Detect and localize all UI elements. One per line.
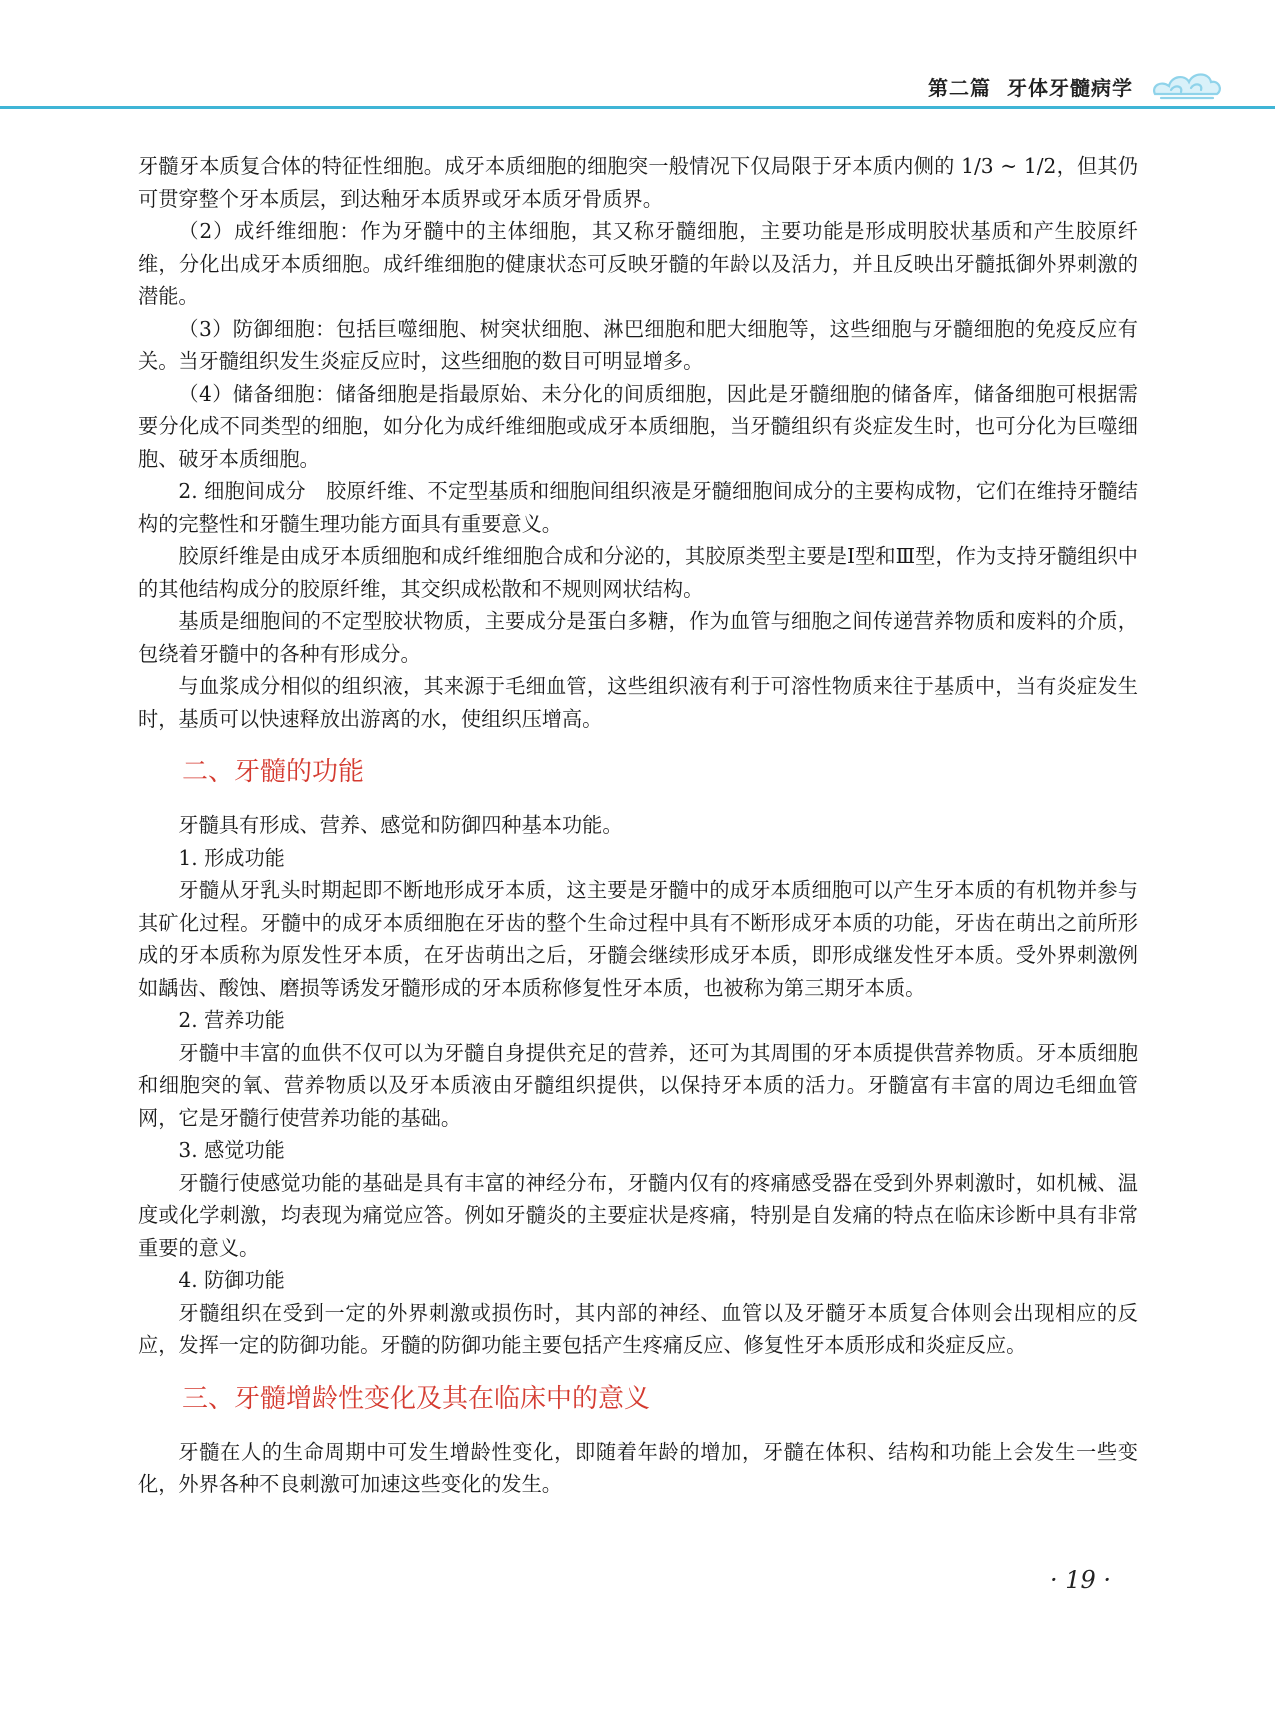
subheading: 3. 感觉功能 xyxy=(178,1138,285,1162)
header-rule xyxy=(0,106,1275,109)
paragraph: 牙髓具有形成、营养、感觉和防御四种基本功能。 xyxy=(178,813,623,837)
paragraph: 基质是细胞间的不定型胶状物质，主要成分是蛋白多糖，作为血管与细胞之间传递营养物质和废料的介质，包绕着牙髓中的各种有形成分。 xyxy=(138,609,1138,666)
paragraph: （2）成纤维细胞：作为牙髓中的主体细胞，其又称牙髓细胞，主要功能是形成明胶状基质和产生胶原纤维，分化出成牙本质细胞。成纤维细胞的健康状态可反映牙髓的年龄以及活力，并且反映出牙髓抵御外界刺激的潜能。 xyxy=(138,219,1138,308)
paragraph: 与血浆成分相似的组织液，其来源于毛细血管，这些组织液有利于可溶性物质来往于基质中，当有炎症发生时，基质可以快速释放出游离的水，使组织压增高。 xyxy=(138,674,1138,731)
header-book-title: 牙体牙髓病学 xyxy=(1007,76,1133,100)
subheading: 2. 营养功能 xyxy=(178,1008,285,1032)
paragraph: 牙髓行使感觉功能的基础是具有丰富的神经分布，牙髓内仅有的疼痛感受器在受到外界刺激时，如机械、温度或化学刺激，均表现为痛觉应答。例如牙髓炎的主要症状是疼痛，特别是自发痛的特点在临床诊断中具有非常重要的意义。 xyxy=(138,1170,1138,1260)
paragraph: 牙髓从牙乳头时期起即不断地形成牙本质，这主要是牙髓中的成牙本质细胞可以产生牙本质的有机物并参与其矿化过程。牙髓中的成牙本质细胞在牙齿的整个生命过程中具有不断形成牙本质的功能，牙齿在萌出之前所形成的牙本质称为原发性牙本质，在牙齿萌出之后，牙髓会继续形成牙本质，即形成继发性牙本质。受外界刺激例如龋齿、酸蚀、磨损等诱发牙髓形成的牙本质称修复性牙本质，也被称为第三期牙本质。 xyxy=(138,878,1138,1000)
page-number: · 19 · xyxy=(1049,1566,1111,1594)
header-title xyxy=(928,72,1133,101)
paragraph: 牙髓在人的生命周期中可发生增龄性变化，即随着年龄的增加，牙髓在体积、结构和功能上会发生一些变化，外界各种不良刺激可加速这些变化的发生。 xyxy=(138,1439,1138,1496)
paragraph: （4）储备细胞：储备细胞是指最原始、未分化的间质细胞，因此是牙髓细胞的储备库，储备细胞可根据需要分化成不同类型的细胞，如分化为成纤维细胞或成牙本质细胞，当牙髓组织有炎症发生时，也可分化为巨噬细胞、破牙本质细胞。 xyxy=(138,381,1138,471)
paragraph: （3）防御细胞：包括巨噬细胞、树突状细胞、淋巴细胞和肥大细胞等，这些细胞与牙髓细胞的免疫反应有关。当牙髓组织发生炎症反应时，这些细胞的数目可明显增多。 xyxy=(138,316,1138,373)
running-header xyxy=(0,0,1275,112)
section-heading: 二、牙髓的功能 xyxy=(182,757,365,787)
page-body xyxy=(138,150,1138,1501)
paragraph: 牙髓中丰富的血供不仅可以为牙髓自身提供充足的营养，还可为其周围的牙本质提供营养物质。牙本质细胞和细胞突的氧、营养物质以及牙本质液由牙髓组织提供，以保持牙本质的活力。牙髓富有丰富的周边毛细血管网，它是牙髓行使营养功能的基础。 xyxy=(138,1040,1138,1130)
section-heading: 三、牙髓增龄性变化及其在临床中的意义 xyxy=(182,1383,651,1414)
subheading: 1. 形成功能 xyxy=(178,845,285,870)
cloud-ornament-icon xyxy=(1149,64,1225,104)
subheading: 4. 防御功能 xyxy=(178,1268,285,1292)
paragraph: 牙髓牙本质复合体的特征性细胞。成牙本质细胞的细胞突一般情况下仅局限于牙本质内侧的 1/3 ~ 1/2，但其仍可贯穿整个牙本质层，到达釉牙本质界或牙本质牙骨质界。 xyxy=(138,154,1138,211)
header-part: 第二篇 xyxy=(928,76,991,100)
paragraph: 2. 细胞间成分 胶原纤维、不定型基质和细胞间组织液是牙髓细胞间成分的主要构成物，它们在维持牙髓结构的完整性和牙髓生理功能方面具有重要意义。 xyxy=(138,479,1138,536)
paragraph: 牙髓组织在受到一定的外界刺激或损伤时，其内部的神经、血管以及牙髓牙本质复合体则会出现相应的反应，发挥一定的防御功能。牙髓的防御功能主要包括产生疼痛反应、修复性牙本质形成和炎症反应。 xyxy=(138,1300,1138,1357)
paragraph: 胶原纤维是由成牙本质细胞和成纤维细胞合成和分泌的，其胶原类型主要是Ⅰ型和Ⅲ型，作为支持牙髓组织中的其他结构成分的胶原纤维，其交织成松散和不规则网状结构。 xyxy=(138,544,1138,601)
